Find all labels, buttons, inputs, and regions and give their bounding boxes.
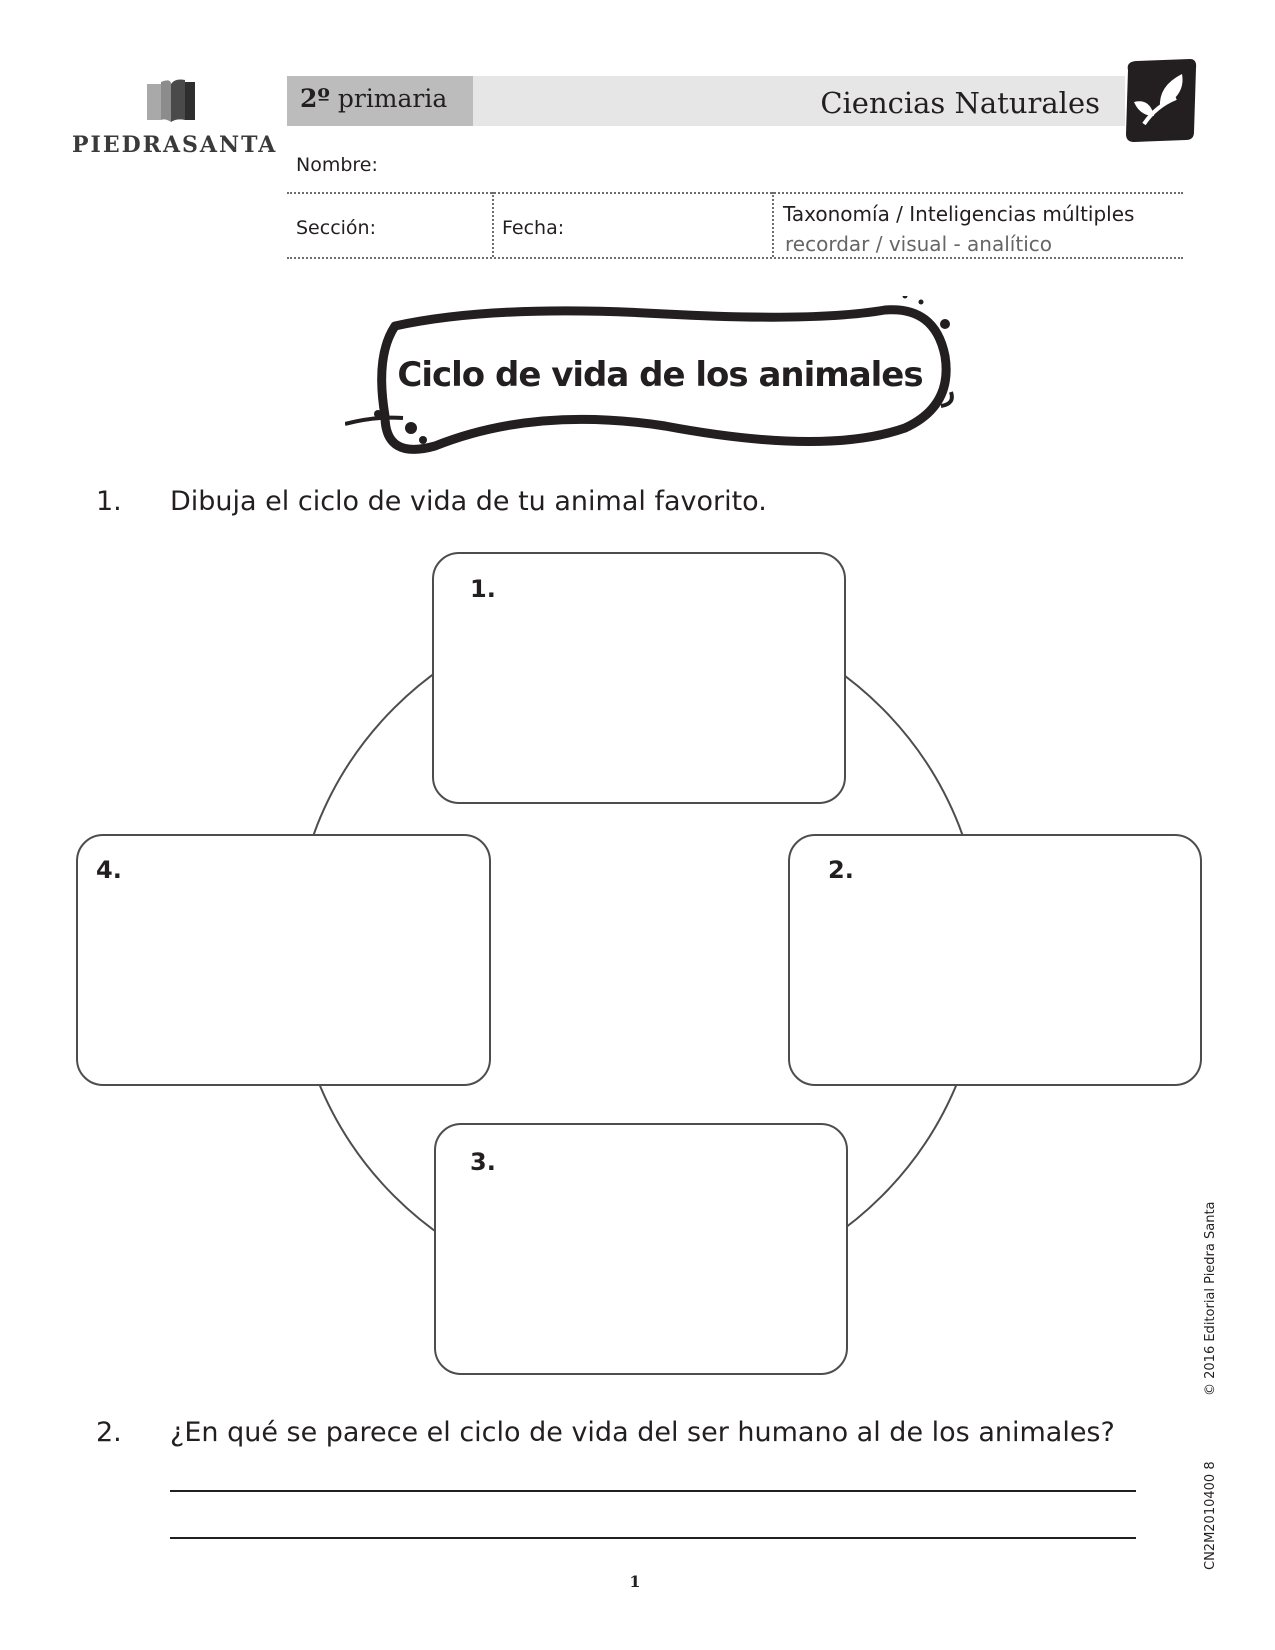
date-label: Fecha: <box>502 217 565 239</box>
grade-number: 2º <box>300 84 330 113</box>
question-number: 1. <box>96 486 122 517</box>
page-title: Ciclo de vida de los animales <box>397 355 923 395</box>
question-text: ¿En qué se parece el ciclo de vida del ser humano al de los animales? <box>170 1417 1115 1448</box>
subject-title: Ciencias Naturales <box>820 86 1100 120</box>
answer-line[interactable] <box>170 1490 1136 1492</box>
stage-label: 3. <box>470 1148 496 1176</box>
section-label: Sección: <box>296 217 376 239</box>
document-code: CN2M2010400 8 <box>1203 1461 1218 1570</box>
stage-box-3 <box>435 1124 847 1374</box>
taxonomy-values: recordar / visual - analítico <box>785 232 1052 256</box>
stage-label: 1. <box>470 575 496 603</box>
question-number: 2. <box>96 1417 122 1448</box>
brand-name: PIEDRASANTA <box>72 132 278 158</box>
stage-label: 2. <box>828 856 854 884</box>
page-number: 1 <box>629 1572 641 1591</box>
answer-line[interactable] <box>170 1537 1136 1539</box>
grade-level: primaria <box>337 84 448 113</box>
copyright-note: © 2016 Editorial Piedra Santa <box>1203 1201 1218 1396</box>
stage-box-4 <box>77 835 490 1085</box>
question-text: Dibuja el ciclo de vida de tu animal favorito. <box>170 486 767 517</box>
taxonomy-title: Taxonomía / Inteligencias múltiples <box>783 202 1135 226</box>
name-label: Nombre: <box>296 154 378 176</box>
stage-label: 4. <box>96 856 122 884</box>
